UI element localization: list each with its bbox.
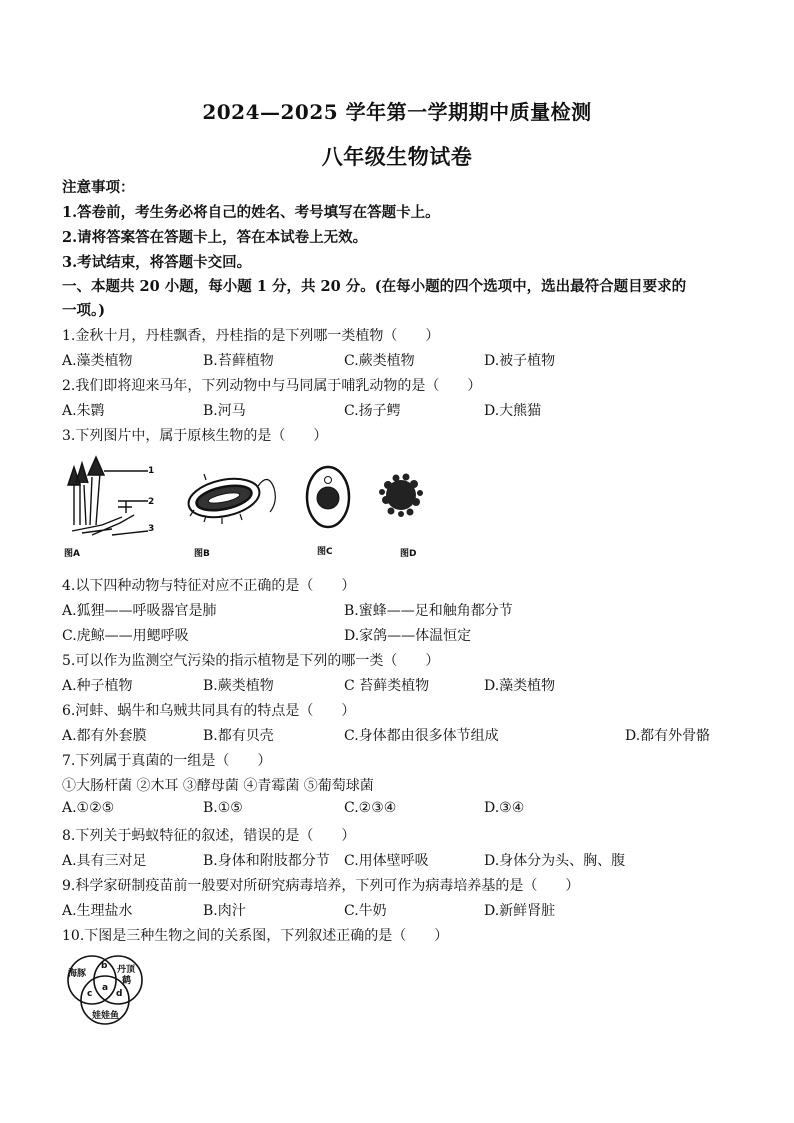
q6-option-d: D.都有外骨骼 — [625, 728, 711, 744]
exam-subtitle: 八年级生物试卷 — [321, 144, 473, 169]
figure-d-label: 图D — [400, 549, 417, 559]
question-9-stem: 9.科学家研制疫苗前一般要对所研究病毒培养，下列可作为病毒培养基的是（ ） — [62, 878, 580, 894]
venn-label-crane-top: 丹顶 — [117, 965, 136, 975]
notes-heading: 注意事项： — [62, 179, 135, 196]
q6-option-c: C.身体都由很多体节组成 — [344, 728, 499, 744]
q7-organism-list: ①大肠杆菌 ②木耳 ③酵母菌 ④青霉菌 ⑤葡萄球菌 — [62, 778, 374, 794]
q7-option-c: C.②③④ — [344, 800, 397, 816]
question-8-stem: 8.下列关于蚂蚁特征的叙述，错误的是（ ） — [62, 828, 356, 844]
q2-option-b: B.河马 — [203, 403, 246, 419]
q1-option-b: B.苔藓植物 — [203, 353, 274, 369]
section1-instruction-line2: 一项。) — [62, 302, 106, 319]
q7-option-b: B.①⑤ — [203, 800, 243, 816]
q8-option-d: D.身体分为头、胸、腹 — [484, 853, 626, 869]
venn-label-salamander: 娃娃鱼 — [92, 1011, 120, 1021]
question-1-stem: 1.金秋十月，丹桂飘香，丹桂指的是下列哪一类植物（ ） — [62, 328, 440, 344]
question-2-stem: 2.我们即将迎来马年，下列动物中与马同属于哺乳动物的是（ ） — [62, 378, 482, 394]
q5-option-b: B.蕨类植物 — [203, 678, 274, 694]
q8-option-a: A.具有三对足 — [62, 853, 147, 869]
figure-c-label: 图C — [317, 547, 333, 557]
q8-option-c: C.用体壁呼吸 — [344, 853, 429, 869]
q5-option-c: C 苔藓类植物 — [344, 678, 430, 694]
q9-option-a: A.生理盐水 — [62, 903, 133, 919]
question-10-stem: 10.下图是三种生物之间的关系图，下列叙述正确的是（ ） — [62, 928, 449, 944]
note-item-1: 1.答卷前，考生务必将自己的姓名、考号填写在答题卡上。 — [62, 204, 440, 221]
question-5-stem: 5.可以作为监测空气污染的指示植物是下列的哪一类（ ） — [62, 653, 440, 669]
q1-option-a: A.藻类植物 — [62, 353, 133, 369]
q9-option-b: B.肉汁 — [203, 903, 246, 919]
q2-option-d: D.大熊猫 — [484, 403, 542, 419]
q8-option-b: B.身体和附肢都分节 — [203, 853, 330, 869]
venn-region-c: c — [87, 989, 93, 999]
q2-option-a: A.朱鹮 — [62, 403, 105, 419]
venn-label-crane-bottom: 鹤 — [122, 976, 132, 986]
figure-c-cell-illustration — [303, 462, 353, 532]
question-3-stem: 3.下列图片中，属于原核生物的是（ ） — [62, 428, 328, 444]
q4-option-d: D.家鸽——体温恒定 — [344, 628, 472, 644]
venn-region-b: b — [101, 961, 108, 971]
note-item-2: 2.请将答案答在答题卡上，答在本试卷上无效。 — [62, 229, 368, 246]
venn-label-dolphin: 海豚 — [68, 969, 87, 979]
q5-option-d: D.藻类植物 — [484, 678, 556, 694]
figure-d-virus-illustration — [376, 470, 426, 520]
figure-b-label: 图B — [194, 549, 210, 559]
q6-option-b: B.都有贝壳 — [203, 728, 274, 744]
q9-option-d: D.新鲜肾脏 — [484, 903, 556, 919]
figure-a-number-3: 3 — [148, 524, 155, 534]
question-4-stem: 4.以下四种动物与特征对应不正确的是（ ） — [62, 578, 356, 594]
q2-option-c: C.扬子鳄 — [344, 403, 401, 419]
q4-option-c: C.虎鲸——用鳃呼吸 — [62, 628, 189, 644]
section1-instruction-line1: 一、本题共 20 小题，每小题 1 分，共 20 分。(在每小题的四个选项中，选出最符合题目要求的 — [62, 278, 687, 295]
figure-a-label: 图A — [64, 549, 80, 559]
figure-a-number-2: 2 — [148, 497, 155, 507]
q7-option-a: A.①②⑤ — [62, 800, 115, 816]
q1-option-c: C.蕨类植物 — [344, 353, 415, 369]
q5-option-a: A.种子植物 — [62, 678, 133, 694]
q4-option-b: B.蜜蜂——足和触角都分节 — [344, 603, 513, 619]
question-6-stem: 6.河蚌、蜗牛和乌贼共同具有的特点是（ ） — [62, 703, 356, 719]
exam-title: 2024—2025 学年第一学期期中质量检测 — [202, 100, 592, 124]
figure-a-number-1: 1 — [148, 466, 155, 476]
venn-region-a: a — [102, 983, 109, 993]
figure-b-bacterium-illustration — [182, 468, 282, 528]
venn-region-d: d — [116, 989, 123, 999]
q7-option-d: D.③④ — [484, 800, 525, 816]
figure-a-moss-illustration — [62, 455, 162, 543]
q4-option-a: A.狐狸——呼吸器官是肺 — [62, 603, 217, 619]
question-7-stem: 7.下列属于真菌的一组是（ ） — [62, 753, 272, 769]
note-item-3: 3.考试结束，将答题卡交回。 — [62, 254, 252, 271]
q9-option-c: C.牛奶 — [344, 903, 387, 919]
q6-option-a: A.都有外套膜 — [62, 728, 147, 744]
q1-option-d: D.被子植物 — [484, 353, 556, 369]
